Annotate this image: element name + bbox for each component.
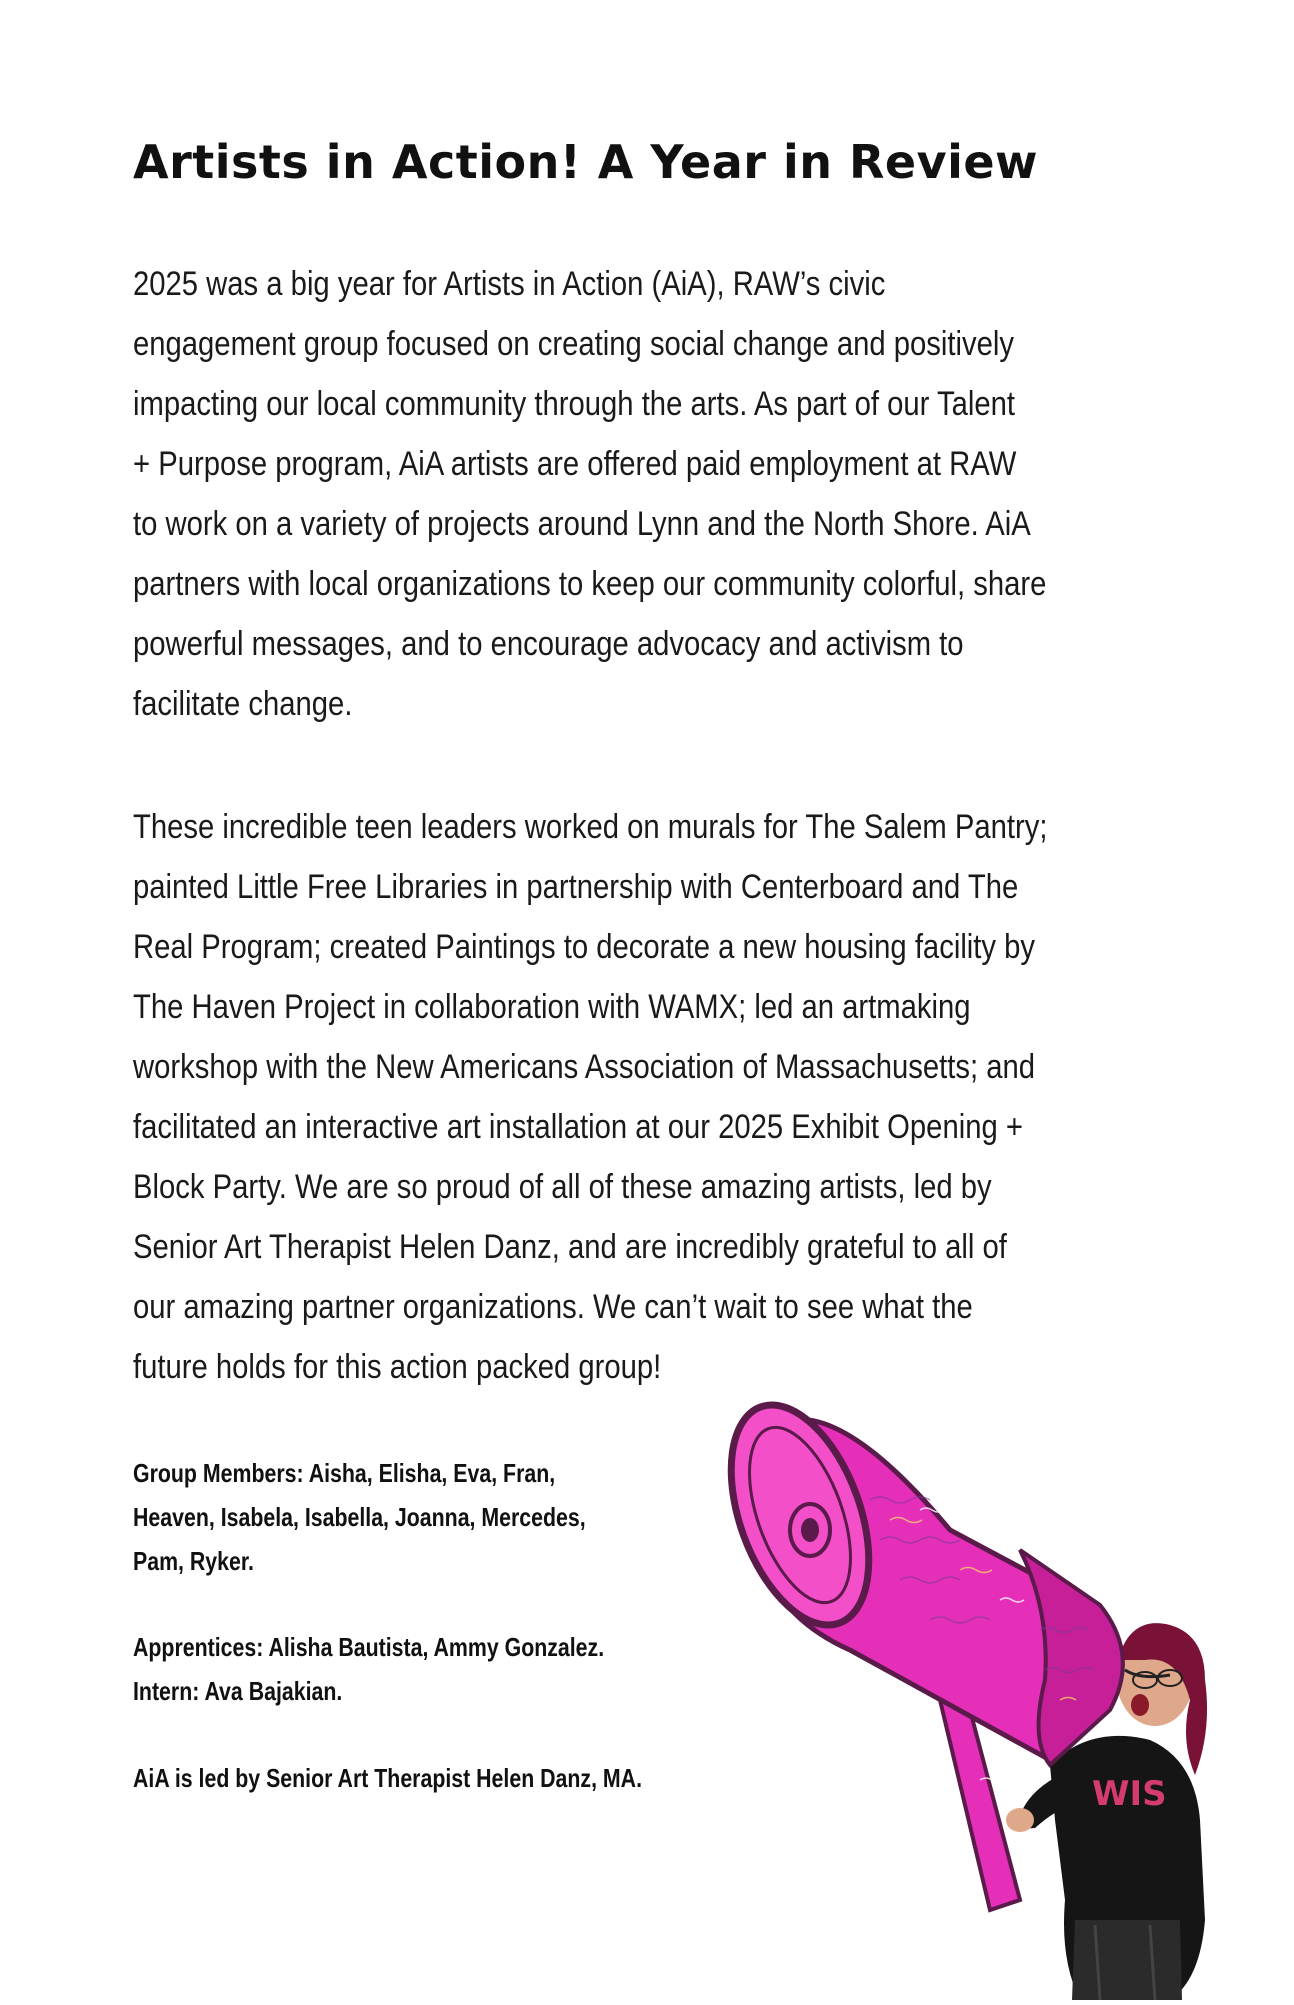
projects-line: Real Program; created Paintings to decorate a new housing facility by [133,928,1036,966]
projects-line: facilitated an interactive art installation at our 2025 Exhibit Opening + [133,1108,1023,1146]
group-members-credits [133,1451,685,1583]
intro-line: partners with local organizations to keep our community colorful, share [133,565,1047,603]
intro-line: facilitate change. [133,685,353,723]
projects-line: These incredible teen leaders worked on murals for The Salem Pantry; [133,808,1048,846]
credits-line: Intern: Ava Bajakian. [133,1676,343,1706]
projects-line: The Haven Project in collaboration with WAMX; led an artmaking [133,988,971,1026]
intro-paragraph [133,254,1173,734]
intro-line: + Purpose program, AiA artists are offered paid employment at RAW [133,445,1017,483]
intro-line: engagement group focused on creating social change and positively [133,325,1015,363]
leader-credit [133,1756,754,1800]
credits-line: Group Members: Aisha, Elisha, Eva, Fran, [133,1458,556,1488]
credits-line: Apprentices: Alisha Bautista, Ammy Gonzalez. [133,1632,605,1662]
page-title: Artists in Action! A Year in Review [133,135,1039,189]
megaphone-artwork [700,1380,1260,2000]
projects-line: workshop with the New Americans Association of Massachusetts; and [133,1048,1036,1086]
credits-line: Pam, Ryker. [133,1546,254,1576]
projects-line: Block Party. We are so proud of all of these amazing artists, led by [133,1168,992,1206]
projects-line: Senior Art Therapist Helen Danz, and are incredibly grateful to all of [133,1228,1007,1266]
shirt-text: WIS [1092,1774,1167,1814]
credits-line: Heaven, Isabela, Isabella, Joanna, Mercedes, [133,1502,586,1532]
intro-line: 2025 was a big year for Artists in Action (AiA), RAW’s civic [133,265,886,303]
apprentices-credits [133,1625,708,1713]
projects-line: future holds for this action packed group! [133,1348,662,1386]
intro-line: powerful messages, and to encourage advocacy and activism to [133,625,964,663]
projects-line: our amazing partner organizations. We can’t wait to see what the [133,1288,973,1326]
intro-line: impacting our local community through the arts. As part of our Talent [133,385,1015,423]
projects-paragraph [133,797,1173,1397]
credits-line: AiA is led by Senior Art Therapist Helen Danz, MA. [133,1763,643,1793]
megaphone-illustration [700,1380,1260,2000]
intro-line: to work on a variety of projects around Lynn and the North Shore. AiA [133,505,1031,543]
projects-line: painted Little Free Libraries in partnership with Centerboard and The [133,868,1019,906]
